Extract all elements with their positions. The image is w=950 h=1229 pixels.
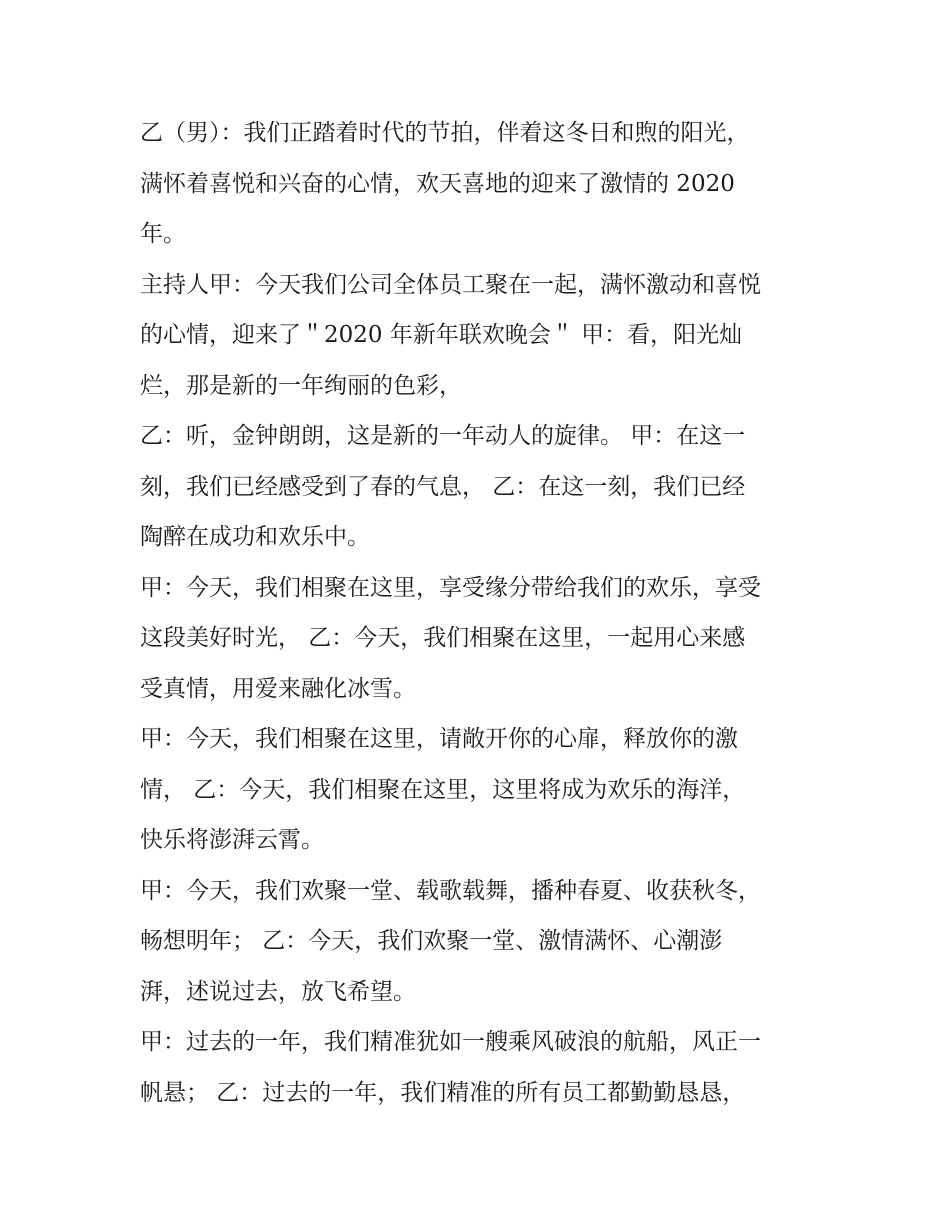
text-line: 帆悬； 乙：过去的一年，我们精准的所有员工都勤勤恳恳， bbox=[140, 1079, 746, 1106]
text-line: 乙（男）：我们正踏着时代的节拍，伴着这冬日和煦的阳光， bbox=[140, 120, 750, 146]
text-line: 陶醉在成功和欢乐中。 bbox=[140, 524, 370, 550]
text-line: 刻，我们已经感受到了春的气息， 乙：在这一刻，我们已经 bbox=[140, 473, 746, 500]
text-line: 甲：今天，我们相聚在这里，请敞开你的心扉，释放你的激 bbox=[140, 726, 738, 752]
text-line: 受真情，用爱来融化冰雪。 bbox=[140, 675, 416, 702]
text-line: 快乐将澎湃云霄。 bbox=[140, 827, 324, 853]
text-line: 主持人甲：今天我们公司全体员工聚在一起，满怀激动和喜悦 bbox=[140, 271, 761, 298]
text-line: 甲：过去的一年，我们精准犹如一艘乘风破浪的航船，风正一 bbox=[140, 1029, 761, 1055]
text-line: 这段美好时光， 乙：今天，我们相聚在这里，一起用心来感 bbox=[140, 625, 746, 651]
text-line: 烂，那是新的一年绚丽的色彩， bbox=[140, 372, 462, 399]
text-line: 年。 bbox=[140, 221, 186, 247]
text-line: 情， 乙：今天，我们相聚在这里，这里将成为欢乐的海洋， bbox=[140, 776, 746, 803]
text-line: 满怀着喜悦和兴奋的心情，欢天喜地的迎来了激情的 2020 bbox=[140, 170, 735, 197]
text-line: 甲：今天，我们相聚在这里，享受缘分带给我们的欢乐，享受 bbox=[140, 574, 761, 601]
text-line: 畅想明年； 乙：今天，我们欢聚一堂、激情满怀、心潮澎 bbox=[140, 928, 723, 954]
text-line: 甲：今天，我们欢聚一堂、载歌载舞，播种春夏、收获秋冬， bbox=[140, 877, 761, 904]
document-body bbox=[140, 108, 820, 1118]
text-line: 湃，述说过去，放飞希望。 bbox=[140, 978, 416, 1005]
text-line: 乙：听，金钟朗朗，这是新的一年动人的旋律。 甲：在这一 bbox=[140, 423, 746, 449]
text-line: 的心情，迎来了＂2020 年新年联欢晚会＂ 甲：看，阳光灿 bbox=[140, 322, 743, 348]
